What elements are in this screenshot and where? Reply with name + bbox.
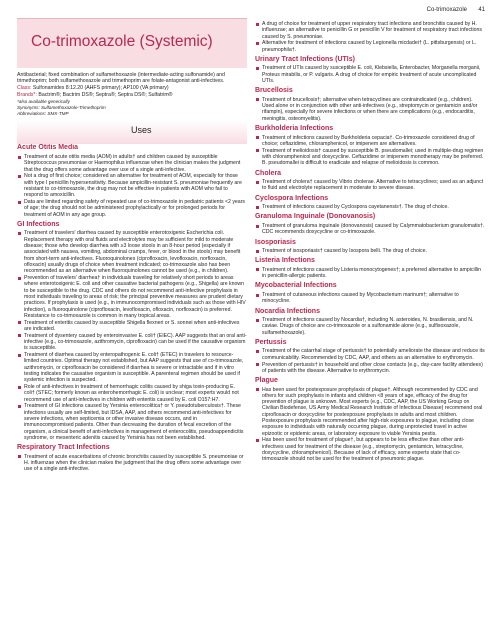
list-item: Treatment of isosporiasis† caused by Isospora belli. The drug of choice. (255, 248, 485, 254)
list-item: Has been used for treatment of plague†, but appears to be less effective than other anti-infectives used for treatment of the disease (e.g., streptomycin, gentamicin, tetracycline, doxycycline, chloramphenicol). Because of lack of efficacy, some experts state that co-trimoxazole should not be used for the treatment of pneumonic plague. (255, 437, 485, 462)
uses-band (17, 120, 247, 144)
section-heading-cholera: Cholera (255, 169, 282, 177)
list-item: Treatment of melioidosis† caused by susceptible B. pseudomallei; used in multiple-drug regimen with chloramphenicol and doxycycline. Ceftazidime or imipenem monotherapy may be preferred. B. pseudomallei is difficult to eradicate and relapse of melioidosis is common. (255, 148, 485, 167)
list-item: Treatment of UTIs caused by susceptible E. coli, Klebsiella, Enterobacter, Morganella morganii, Proteus mirabilis, or P. vulgaris. A drug of choice for empiric treatment of acute uncomplicated UTIs. (255, 65, 485, 84)
synonyms: Synonyms: Sulfamethoxazole-Trimethoprim (17, 104, 106, 110)
right-sections (255, 21, 485, 463)
section-list-brucellosis (255, 97, 485, 122)
list-item: Prevention of travelers' diarrhea† in individuals traveling for relatively short periods to areas where enterotoxigenic E. coli and other causative bacterial pathogens (e.g., Shigella) are known to be susceptible to the drug. CDC and others do not recommend anti-infective prophylaxis in most individuals traveling to areas of risk; the principal preventive measures are prudent dietary practices. If prophylaxis is used (e.g., in immunocompromised individuals such as those with HIV infection), a fluoroquinolone (ciprofloxacin, levofloxacin, ofloxacin, norfloxacin) is preferred. Resistance to co-trimoxazole is common in many tropical areas. (17, 275, 247, 319)
intro-block (17, 72, 247, 116)
section-list-cyclospora-infections (255, 204, 485, 210)
list-item: Treatment of infections caused by Nocardia†, including N. asteroides, N. brasiliensis, and N. caviae. Drugs of choice are co-trimoxazole or a sulfonamide alone (e.g., sulfisoxazole, sulfamethoxazole). (255, 317, 485, 336)
list-item: A drug of choice for treatment of upper respiratory tract infections and bronchitis caused by H. influenzae; an alternative to penicillin G or penicillin V for treatment of respiratory tract infections caused by S. pneumoniae. (255, 21, 485, 40)
section-heading-respiratory-tract-infections: Respiratory Tract Infections (17, 444, 110, 452)
section-heading-granuloma-inguinale-donovanosis: Granuloma Inguinale (Donovanosis) (255, 213, 376, 221)
list-item: Treatment of acute exacerbations of chronic bronchitis caused by susceptible S. pneumoniae or H. influenzae when the clinician makes the judgment that the drug offers some advantage over use of a single anti-infective. (17, 454, 247, 473)
list-item: Treatment of acute otitis media (AOM) in adults† and children caused by susceptible Streptococcus pneumoniae or Haemophilus influenzae when the clinician makes the judgment that the drug offers some advantage over use of a single anti-infective. (17, 154, 247, 173)
list-item: Prevention of pertussis† in household and other close contacts (e.g., day-care facility attendees) of patients with the disease. Alternative to erythromycin. (255, 362, 485, 375)
brands-line (17, 92, 247, 98)
title-box (17, 18, 247, 68)
list-item: Treatment of brucellosis†; alternative when tetracyclines are contraindicated (e.g., children). Used alone or in conjunction with other anti-infectives (e.g., streptomycin or gentamicin and/or rifampin), especially for severe infections or when there are complications (e.g., endocarditis, meningitis, osteomyelitis). (255, 97, 485, 122)
list-item: Treatment of dysentery caused by enteroinvasive E. coli† (EIEC). AAP suggests that an oral anti-infective (e.g., co-trimoxazole, azithromycin, ciprofloxacin) can be used if the causative organism is susceptible. (17, 333, 247, 352)
list-item: Treatment of the catarrhal stage of pertussis† to potentially ameliorate the disease and reduce its communicability. Recommended by CDC, AAP, and others as an alternative to erythromycin. (255, 348, 485, 361)
class-text: Sulfonamides 8:12.20 (AHFS primary); AP100 (VA primary) (32, 85, 169, 92)
section-heading-urinary-tract-infections-utis: Urinary Tract Infections (UTIs) (255, 55, 355, 63)
list-item: Treatment of travelers' diarrhea caused by susceptible enterotoxigenic Escherichia coli. Replacement therapy with oral fluids and electrolytes may be sufficient for mild to moderate disease; those who develop diarrhea with ≥3 loose stools in an 8-hour period (especially if associated with nausea, vomiting, abdominal cramps, fever, or blood in the stools) may benefit from short-term anti-infectives. Fluoroquinolones (ciprofloxacin, levofloxacin, norfloxacin, ofloxacin) usually drugs of choice when treatment indicated; co-trimoxazole also has been recommended as an alternative when fluoroquinolones cannot be used (e.g., in children). (17, 230, 247, 274)
abbreviations: Abbreviations: SMX-TMP (17, 110, 69, 116)
left-column (17, 72, 247, 473)
section-heading-cyclospora-infections: Cyclospora Infections (255, 194, 329, 202)
list-item: Has been used for postexposure prophylaxis of plague†. Although recommended by CDC and others for such prophylaxis in infants and children <8 years of age, efficacy of the drug for prevention of plague is unknown. Most experts (e.g., CDC, AAP, the US Working Group on Civilian Biodefense, US Army Medical Research Institute of Infectious Disease) recommend oral ciprofloxacin or doxycycline for postexposure prophylaxis in adults and most children. Postexposure prophylaxis recommended after high-risk exposures to plague, including close exposure to individuals with naturally occurring plague, during unprotected travel in active epizootic or epidemic areas, or laboratory exposure to viable Yersinia pestis. (255, 387, 485, 437)
section-list-respiratory-tract-infections (17, 454, 247, 473)
brands-note: *also available generically (17, 98, 70, 104)
list-item: Treatment of infections caused by Cyclospora cayetanensis†. The drug of choice. (255, 204, 485, 210)
section-list-mycobacterial-infections (255, 292, 485, 305)
class-line (17, 85, 247, 91)
section-heading-plague: Plague (255, 377, 278, 385)
section-heading-acute-otitis-media: Acute Otitis Media (17, 144, 79, 152)
section-list-listeria-infections (255, 267, 485, 280)
brands-label: Brands*: (17, 91, 37, 98)
uses-heading: Uses (131, 125, 152, 136)
right-column (255, 21, 485, 463)
list-item: Role of anti-infectives in treatment of hemorrhagic colitis caused by shiga toxin-producing E. coli† (STEC; formerly known as enterohemorrhagic E. coli) is unclear; most experts would not recommend use of anti-infectives in children with enteritis caused by E. coli O157:H7. (17, 384, 247, 403)
monograph-title: Co-trimoxazole (Systemic) (31, 33, 213, 50)
running-head (255, 6, 485, 18)
section-heading-burkholderia-infections: Burkholderia Infections (255, 125, 334, 133)
section-list-burkholderia-infections (255, 135, 485, 167)
section-list-isosporiasis (255, 248, 485, 254)
section-heading-brucellosis: Brucellosis (255, 87, 293, 95)
class-label: Class: (17, 85, 32, 92)
section-list-urinary-tract-infections-utis (255, 65, 485, 84)
section-heading-mycobacterial-infections: Mycobacterial Infections (255, 282, 337, 290)
section-list-gi-infections (17, 230, 247, 441)
section-list-plague (255, 387, 485, 463)
section-heading-gi-infections: GI Infections (17, 220, 60, 228)
list-item: Treatment of GI infections caused by Yersinia enterocolitica† or Y. pseudotuberculosis†. These infections usually are self-limited, but IDSA, AAP, and others recommend anti-infectives for severe infections, when septicemia or other invasive disease occurs, and in immunocompromised patients. Other than decreasing the duration of fecal excretion of the organism, a clinical benefit of anti-infectives in management of enterocolitis, pseudoappendicitis syndrome, or mesenteric adenitis caused by Yersinia has not been established. (17, 403, 247, 441)
brands-text: Bactrim®; Bactrim DS®; Septra®; Septra DS®; Sulfatrim® (38, 91, 173, 98)
running-title: Co-trimoxazole (426, 7, 467, 13)
section-list-nocardia-infections (255, 317, 485, 336)
list-item: Treatment of infections caused by Burkholderia cepacia†. Co-trimoxazole considered drug of choice; ceftazidime, chloramphenicol, or imipenem are alternatives. (255, 135, 485, 148)
list-item: Treatment of enteritis caused by susceptible Shigella flexneri or S. sonnei when anti-infectives are indicated. (17, 320, 247, 333)
list-item: Treatment of cholera† caused by Vibrio cholerae. Alternative to tetracyclines; used as an adjunct to fluid and electrolyte replacement in moderate to severe disease. (255, 179, 485, 192)
section-heading-listeria-infections: Listeria Infections (255, 257, 315, 265)
page-number: 41 (478, 7, 485, 13)
list-item: Treatment of granuloma inguinale (donovanosis) caused by Calymmatobacterium granulomatis†. CDC recommends doxycycline or co-trimoxazole. (255, 223, 485, 236)
list-item: Data are limited regarding safety of repeated use of co-trimoxazole in pediatric patients <2 years of age; the drug should not be administered prophylactically or for prolonged periods for treatment of AOM in any age group. (17, 199, 247, 218)
section-list-granuloma-inguinale-donovanosis (255, 223, 485, 236)
section-list-pertussis (255, 348, 485, 374)
section-list-acute-otitis-media (17, 154, 247, 218)
section-heading-isosporiasis: Isosporiasis (255, 238, 296, 246)
list-item: Not a drug of first choice; considered an alternative for treatment of AOM, especially for those with type I penicillin hypersensitivity. Because ampicillin-resistant S. pneumoniae frequently are resistant to co-trimoxazole, the drug may not be effective in patients with AOM who fail to respond to amoxicillin. (17, 173, 247, 198)
list-item: Treatment of infections caused by Listeria monocytogenes†; a preferred alternative to ampicillin in penicillin-allergic patients. (255, 267, 485, 280)
list-item: Treatment of cutaneous infections caused by Mycobacterium marinum†; alternative to minocycline. (255, 292, 485, 305)
section-list-cholera (255, 179, 485, 192)
list-item: Alternative for treatment of infections caused by Legionella micdadei† (L. pittsburgensis) or L. pneumophila†. (255, 40, 485, 53)
section-list-continued (255, 21, 485, 53)
list-item: Treatment of diarrhea caused by enteropathogenic E. coli† (ETEC) in travelers to resource-limited countries. Optimal therapy not established, but AAP suggests that use of co-trimoxazole, azithromycin, or ciprofloxacin be considered if diarrhea is severe or intractable and if in vitro testing indicates the causative organism is susceptible. A parenteral regimen should be used if systemic infection is suspected. (17, 352, 247, 383)
section-heading-nocardia-infections: Nocardia Infections (255, 307, 320, 315)
drug-description: Antibacterial; fixed combination of sulfamethoxazole (intermediate-acting sulfonamide) and trimethoprim; both sulfamethoxazole and trimethoprim are folate-antagonist anti-infectives. (17, 72, 225, 85)
left-sections (17, 144, 247, 472)
section-heading-pertussis: Pertussis (255, 338, 287, 346)
